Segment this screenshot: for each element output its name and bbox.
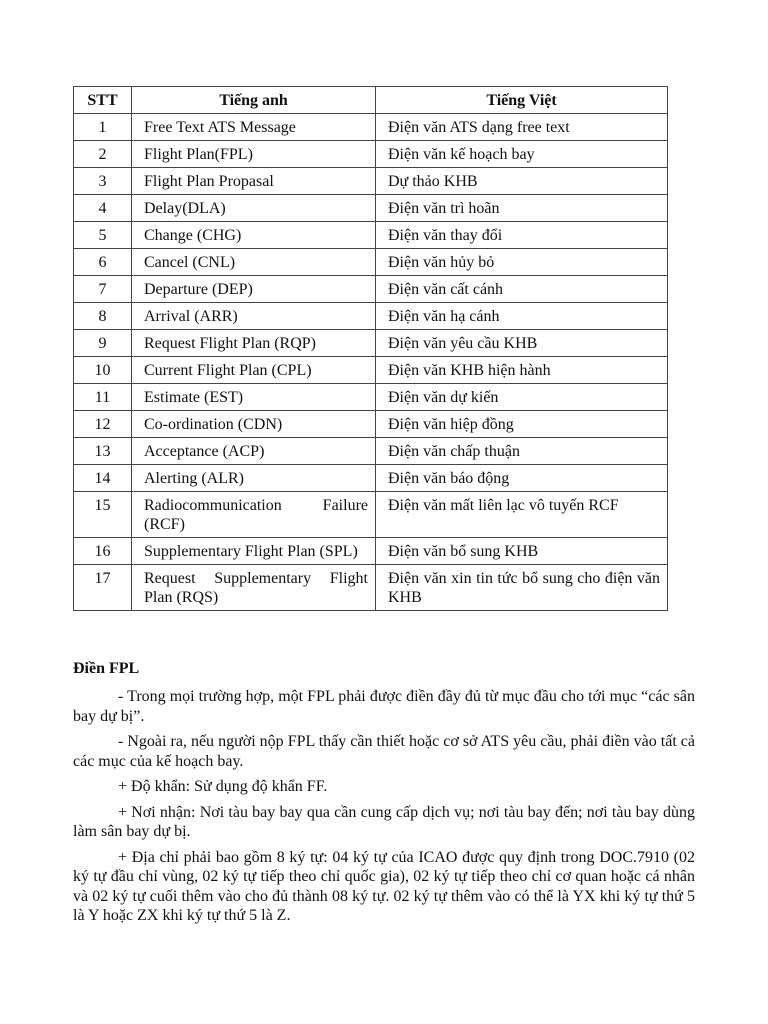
vietnamese-term: Điện văn KHB hiện hành (376, 357, 668, 384)
row-number: 15 (74, 492, 132, 538)
vietnamese-term: Điện văn hạ cánh (376, 303, 668, 330)
row-number: 16 (74, 538, 132, 565)
vietnamese-term: Điện văn xin tin tức bổ sung cho điện văn KHB (376, 565, 668, 611)
paragraph: + Địa chỉ phải bao gồm 8 ký tự: 04 ký tự của ICAO được quy định trong DOC.7910 (02 ký tự đầu chỉ vùng, 02 ký tự tiếp theo chỉ quốc gia), 02 ký tự tiếp theo chỉ cơ quan hoặc cá nhân và 02 ký tự cuối thêm vào cho đủ thành 08 ký tự. 02 ký tự thêm vào có thể là YX khi ký tự thứ 5 là Y hoặc ZX khi ký tự thứ 5 là Z. (73, 848, 695, 924)
table-row (74, 276, 668, 303)
english-term: Supplementary Flight Plan (SPL) (132, 538, 376, 565)
row-number: 4 (74, 195, 132, 222)
english-term: Delay(DLA) (132, 195, 376, 222)
english-term: Current Flight Plan (CPL) (132, 357, 376, 384)
row-number: 7 (74, 276, 132, 303)
row-number: 8 (74, 303, 132, 330)
vietnamese-term: Dự thảo KHB (376, 168, 668, 195)
english-term: Alerting (ALR) (132, 465, 376, 492)
row-number: 3 (74, 168, 132, 195)
paragraph: - Trong mọi trường hợp, một FPL phải được điền đầy đủ từ mục đầu cho tới mục “các sân bay dự bị”. (73, 688, 695, 725)
table-row (74, 303, 668, 330)
row-number: 2 (74, 141, 132, 168)
table-row (74, 141, 668, 168)
english-term: Cancel (CNL) (132, 249, 376, 276)
paragraph: + Độ khẩn: Sử dụng độ khẩn FF. (118, 778, 328, 795)
row-number: 11 (74, 384, 132, 411)
row-number: 13 (74, 438, 132, 465)
vietnamese-term: Điện văn ATS dạng free text (376, 114, 668, 141)
vietnamese-term: Điện văn hủy bỏ (376, 249, 668, 276)
english-term: Request Supplementary Flight Plan (RQS) (132, 565, 376, 611)
table-row (74, 357, 668, 384)
table-header-row (74, 87, 668, 114)
row-number: 6 (74, 249, 132, 276)
message-terms-table (73, 86, 668, 611)
table-row (74, 538, 668, 565)
table-row (74, 438, 668, 465)
fpl-section (73, 659, 695, 932)
header-vietnamese: Tiếng Việt (376, 87, 668, 114)
row-number: 10 (74, 357, 132, 384)
english-term: Flight Plan(FPL) (132, 141, 376, 168)
row-number: 17 (74, 565, 132, 611)
vietnamese-term: Điện văn mất liên lạc vô tuyến RCF (376, 492, 668, 538)
vietnamese-term: Điện văn báo động (376, 465, 668, 492)
english-term: Flight Plan Propasal (132, 168, 376, 195)
vietnamese-term: Điện văn cất cánh (376, 276, 668, 303)
paragraph: - Ngoài ra, nếu người nộp FPL thấy cần thiết hoặc cơ sở ATS yêu cầu, phải điền vào tất cả các mục của kế hoạch bay. (73, 733, 695, 770)
row-number: 12 (74, 411, 132, 438)
english-term: Free Text ATS Message (132, 114, 376, 141)
row-number: 14 (74, 465, 132, 492)
vietnamese-term: Điện văn thay đổi (376, 222, 668, 249)
table-row (74, 222, 668, 249)
vietnamese-term: Điện văn bổ sung KHB (376, 538, 668, 565)
english-term: Co-ordination (CDN) (132, 411, 376, 438)
header-stt: STT (74, 87, 132, 114)
table-row (74, 411, 668, 438)
vietnamese-term: Điện văn chấp thuận (376, 438, 668, 465)
header-english: Tiếng anh (132, 87, 376, 114)
vietnamese-term: Điện văn dự kiến (376, 384, 668, 411)
vietnamese-term: Điện văn kế hoạch bay (376, 141, 668, 168)
vietnamese-term: Điện văn yêu cầu KHB (376, 330, 668, 357)
table-row (74, 168, 668, 195)
table-row (74, 249, 668, 276)
row-number: 9 (74, 330, 132, 357)
table-row (74, 195, 668, 222)
english-term: Estimate (EST) (132, 384, 376, 411)
row-number: 1 (74, 114, 132, 141)
english-term: Acceptance (ACP) (132, 438, 376, 465)
table-row (74, 492, 668, 538)
paragraph: + Nơi nhận: Nơi tàu bay bay qua cần cung cấp dịch vụ; nơi tàu bay đến; nơi tàu bay dùng làm sân bay dự bị. (73, 803, 695, 840)
english-term: Arrival (ARR) (132, 303, 376, 330)
table-row (74, 114, 668, 141)
table-row (74, 330, 668, 357)
vietnamese-term: Điện văn trì hoãn (376, 195, 668, 222)
english-term: Request Flight Plan (RQP) (132, 330, 376, 357)
row-number: 5 (74, 222, 132, 249)
table-row (74, 384, 668, 411)
vietnamese-term: Điện văn hiệp đồng (376, 411, 668, 438)
english-term: Radiocommunication Failure (RCF) (132, 492, 376, 538)
english-term: Departure (DEP) (132, 276, 376, 303)
table-row (74, 565, 668, 611)
table-row (74, 465, 668, 492)
section-heading: Điền FPL (73, 660, 140, 677)
english-term: Change (CHG) (132, 222, 376, 249)
